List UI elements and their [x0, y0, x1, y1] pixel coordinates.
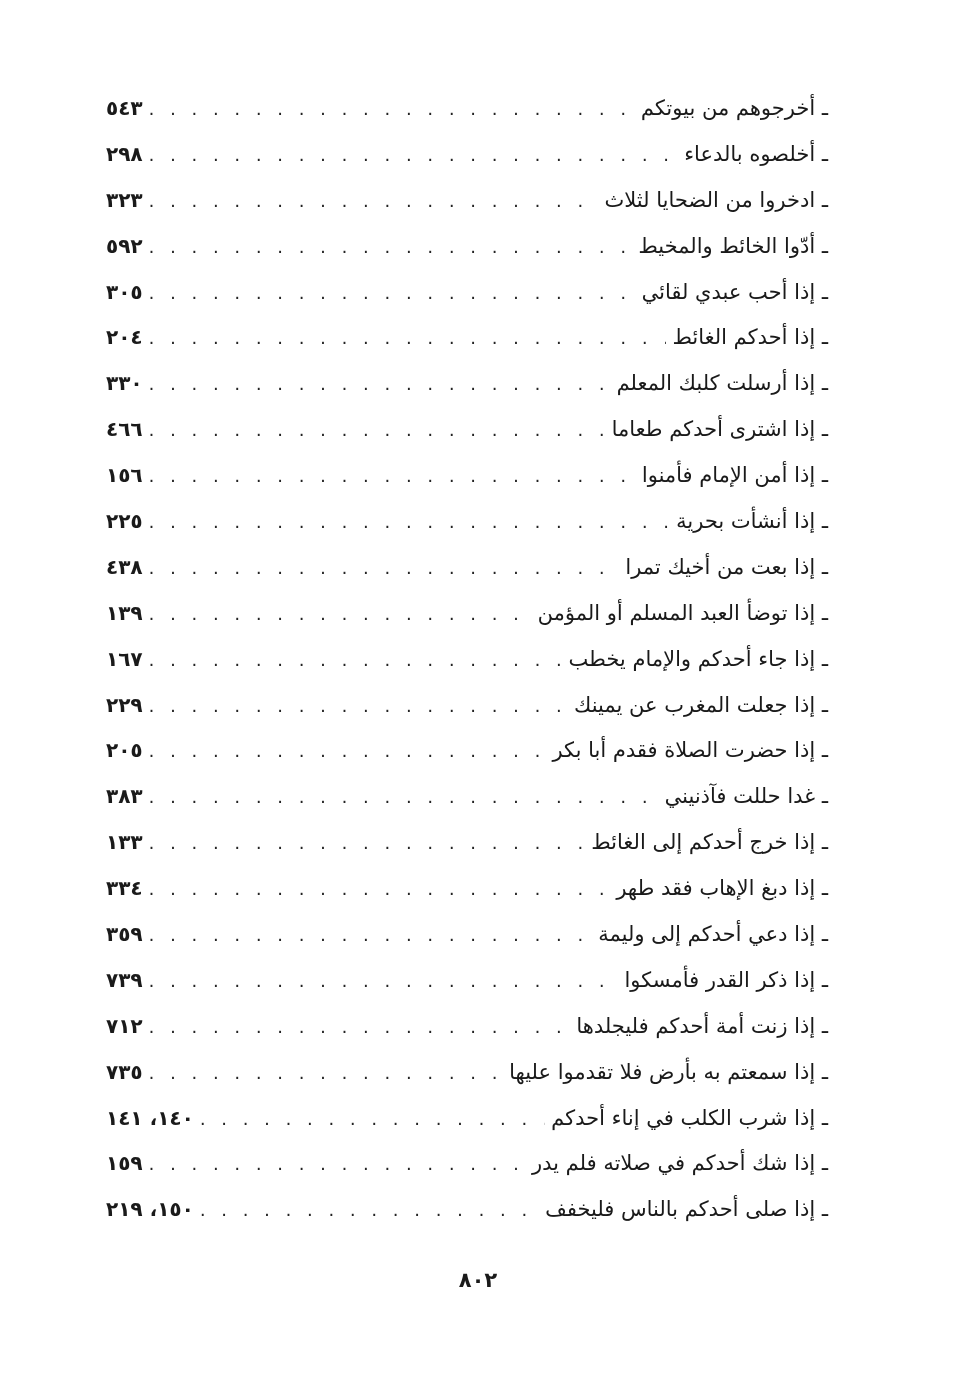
entry-text: ـ إذا حضرت الصلاة فقدم أبا بكر: [552, 738, 828, 762]
index-entry: [106, 280, 828, 326]
entry-page-number: ١٥٦: [106, 463, 143, 488]
entry-text: ـ إذا صلى أحدكم بالناس فليخفف: [545, 1197, 828, 1221]
entry-page-number: ٧٣٩: [106, 967, 143, 992]
entry-page-number: ١٣٣: [106, 830, 143, 855]
entry-text: ـ إذا بعت من أخيك تمرا: [625, 555, 828, 579]
dot-leader: [149, 650, 563, 671]
dot-leader: [149, 1017, 571, 1038]
index-entry: [106, 784, 828, 830]
entry-page-number: ٧٣٥: [106, 1059, 143, 1084]
entry-page-number: ٢٩٨: [106, 141, 143, 166]
entry-page-number: ٣٢٣: [106, 187, 143, 212]
entry-page-number: ٣٠٥: [106, 279, 143, 304]
entry-text: ـ إذا أحب عبدي لقائي: [642, 280, 828, 304]
entry-page-number: ١٦٧: [106, 646, 143, 671]
index-list: [106, 96, 828, 1243]
entry-text: ـ إذا توضأ العبد المسلم أو المؤمن: [538, 601, 828, 625]
entry-page-number: ٢٢٥: [106, 509, 143, 534]
dot-leader: [149, 1063, 504, 1084]
entry-page-number: ١٥٩: [106, 1151, 143, 1176]
entry-page-number: ٢٠٤: [106, 325, 143, 350]
entry-text: ـ إذا أرسلت كلبك المعلم: [617, 371, 828, 395]
index-entry: [106, 601, 828, 647]
index-entry: [106, 1151, 828, 1197]
page-number: ٨٠٢: [458, 1268, 498, 1292]
dot-leader: [149, 925, 593, 946]
entry-page-number: ١٤٠، ١٤١: [106, 1105, 194, 1130]
entry-text: ـ إذا أمن الإمام فأمنوا: [642, 463, 828, 487]
entry-page-number: ١٥٠، ٢١٩: [106, 1197, 194, 1222]
index-entry: [106, 188, 828, 234]
entry-text: ـ إذا دعي أحدكم إلى وليمة: [598, 922, 828, 946]
entry-text: ـ أخلصوه بالدعاء: [684, 142, 828, 166]
entry-text: ـ إذا زنت أمة أحدكم فليجلدها: [576, 1014, 828, 1038]
entry-page-number: ٥٩٢: [106, 233, 143, 258]
entry-page-number: ٣٥٩: [106, 922, 143, 947]
dot-leader: [149, 237, 633, 258]
entry-text: ـ إذا جعلت المغرب عن يمينك: [574, 693, 828, 717]
dot-leader: [149, 191, 599, 212]
entry-text: ـ إذا جاء أحدكم والإمام يخطب: [569, 647, 828, 671]
dot-leader: [149, 512, 671, 533]
entry-text: ـ إذا سمعتم به بأرض فلا تقدموا عليها: [509, 1060, 828, 1084]
index-entry: [106, 371, 828, 417]
entry-text: ـ ادخروا من الضحايا لثلاث: [605, 188, 829, 212]
entry-text: ـ إذا شرب الكلب في إناء أحدكم: [551, 1106, 828, 1130]
dot-leader: [149, 99, 635, 120]
entry-page-number: ٢٠٥: [106, 738, 143, 763]
index-entry: [106, 1197, 828, 1243]
entry-text: ـ غدا حللت فآذنيني: [665, 784, 828, 808]
index-entry: [106, 968, 828, 1014]
dot-leader: [149, 466, 636, 487]
entry-text: ـ إذا دبغ الإهاب فقد طهر: [616, 876, 828, 900]
index-entry: [106, 234, 828, 280]
index-entry: [106, 1106, 828, 1152]
index-entry: [106, 1014, 828, 1060]
entry-page-number: ٥٤٣: [106, 96, 143, 120]
entry-text: ـ إذا أحدكم الغائط: [672, 325, 828, 349]
dot-leader: [200, 1109, 545, 1130]
index-entry: [106, 142, 828, 188]
dot-leader: [149, 879, 611, 900]
dot-leader: [149, 283, 636, 304]
index-entry: [106, 647, 828, 693]
entry-page-number: ٤٦٦: [106, 417, 143, 442]
dot-leader: [149, 328, 667, 349]
index-entry: [106, 922, 828, 968]
index-entry: [106, 96, 828, 142]
entry-text: ـ إذا خرج أحدكم إلى الغائط: [591, 830, 828, 854]
index-entry: [106, 509, 828, 555]
index-entry: [106, 555, 828, 601]
index-entry: [106, 693, 828, 739]
entry-text: ـ إذا أنشأت بحرية: [676, 509, 828, 533]
entry-page-number: ٣٣٤: [106, 876, 143, 901]
index-entry: [106, 830, 828, 876]
entry-page-number: ٧١٢: [106, 1013, 143, 1038]
dot-leader: [149, 971, 619, 992]
dot-leader: [149, 558, 620, 579]
dot-leader: [149, 741, 547, 762]
entry-text: ـ إذا اشترى أحدكم طعاما: [612, 417, 828, 441]
entry-page-number: ٣٨٣: [106, 784, 143, 809]
index-entry: [106, 417, 828, 463]
index-entry: [106, 1060, 828, 1106]
dot-leader: [149, 1154, 526, 1175]
dot-leader: [149, 420, 606, 441]
entry-text: ـ إذا ذكر القدر فأمسكوا: [624, 968, 828, 992]
index-entry: [106, 738, 828, 784]
dot-leader: [149, 833, 586, 854]
entry-page-number: ١٣٩: [106, 600, 143, 625]
index-entry: [106, 876, 828, 922]
entry-page-number: ٤٣٨: [106, 554, 143, 579]
dot-leader: [149, 145, 679, 166]
dot-leader: [200, 1200, 539, 1221]
dot-leader: [149, 374, 611, 395]
entry-page-number: ٢٢٩: [106, 692, 143, 717]
entry-text: ـ أخرجوهم من بيوتكم: [641, 96, 828, 120]
entry-text: ـ أدّوا الخائط والمخيط: [638, 234, 828, 258]
dot-leader: [149, 696, 568, 717]
dot-leader: [149, 604, 532, 625]
entry-text: ـ إذا شك أحدكم في صلاته فلم يدر: [532, 1151, 828, 1175]
dot-leader: [149, 787, 659, 808]
index-entry: [106, 463, 828, 509]
index-entry: [106, 325, 828, 371]
entry-page-number: ٣٣٠: [106, 371, 143, 396]
